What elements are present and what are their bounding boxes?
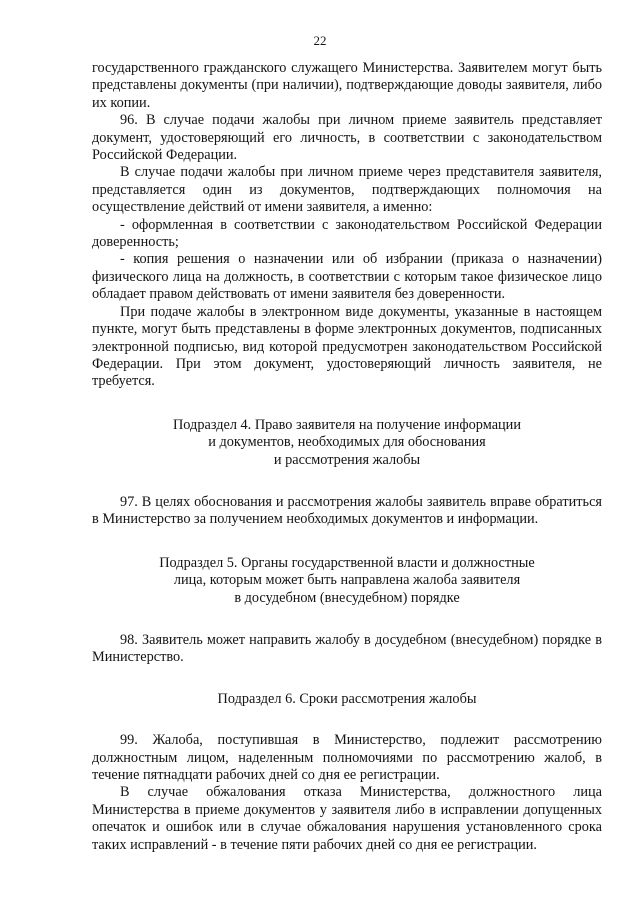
page-number: 22: [313, 33, 327, 48]
subsection-5-heading-line: в досудебном (внесудебном) порядке: [234, 589, 460, 606]
subsection-4-heading: [92, 417, 602, 469]
paragraph-refusal-appeal: В случае обжалования отказа Министерства, должностного лица Министерства в приеме документов у заявителя либо в исправлении допущенных опечаток и ошибок или в случае обжалования нарушения установленного срока таких исправлений - в течение пяти рабочих дней со дня ее регистрации.: [92, 784, 602, 853]
subsection-4-heading-line: Подраздел 4. Право заявителя на получение информации: [172, 416, 521, 433]
document-body: [92, 60, 602, 854]
subsection-4-heading-line: и рассмотрения жалобы: [273, 451, 421, 468]
subsection-6-heading-line: Подраздел 6. Сроки рассмотрения жалобы: [217, 690, 477, 707]
subsection-6-heading: [92, 691, 602, 708]
paragraph-representative: В случае подачи жалобы при личном приеме через представителя заявителя, представляется один из документов, подтверждающих полномочия на осуществление действий от имени заявителя, а именно:: [92, 164, 602, 216]
subsection-5-heading-line: Подраздел 5. Органы государственной власти и должностные: [159, 554, 535, 571]
paragraph-97: 97. В целях обоснования и рассмотрения жалобы заявитель вправе обратиться в Министерство за получением необходимых документов и информации.: [92, 493, 602, 528]
subsection-5-heading-line: лица, которым может быть направлена жалоба заявителя: [173, 572, 521, 589]
list-item-appointment-copy: - копия решения о назначении или об избрании (приказа о назначении) физического лица на должность, в соответствии с которым такое физическое лицо обладает правом действовать от имени заявителя без доверенности.: [92, 251, 602, 303]
list-item-power-of-attorney: - оформленная в соответствии с законодательством Российской Федерации доверенность;: [92, 216, 602, 251]
paragraph-continuation: государственного гражданского служащего Министерства. Заявителем могут быть представлены документы (при наличии), подтверждающие доводы заявителя, либо их копии.: [92, 60, 602, 111]
subsection-5-heading: [92, 555, 602, 607]
paragraph-96: 96. В случае подачи жалобы при личном приеме заявитель представляет документ, удостоверяющий его личность, в соответствии с законодательством Российской Федерации.: [92, 112, 602, 164]
subsection-4-heading-line: и документов, необходимых для обоснования: [208, 434, 486, 451]
paragraph-electronic-filing: При подаче жалобы в электронном виде документы, указанные в настоящем пункте, могут быть представлены в форме электронных документов, подписанных электронной подписью, вид которой предусмотрен законодательством Российской Федерации. При этом документ, удостоверяющий личность заявителя, не требуется.: [92, 303, 602, 390]
paragraph-99: 99. Жалоба, поступившая в Министерство, подлежит рассмотрению должностным лицом, наделенным полномочиями по рассмотрению жалоб, в течение пятнадцати рабочих дней со дня ее регистрации.: [92, 732, 602, 783]
paragraph-98: 98. Заявитель может направить жалобу в досудебном (внесудебном) порядке в Министерство.: [92, 631, 602, 666]
